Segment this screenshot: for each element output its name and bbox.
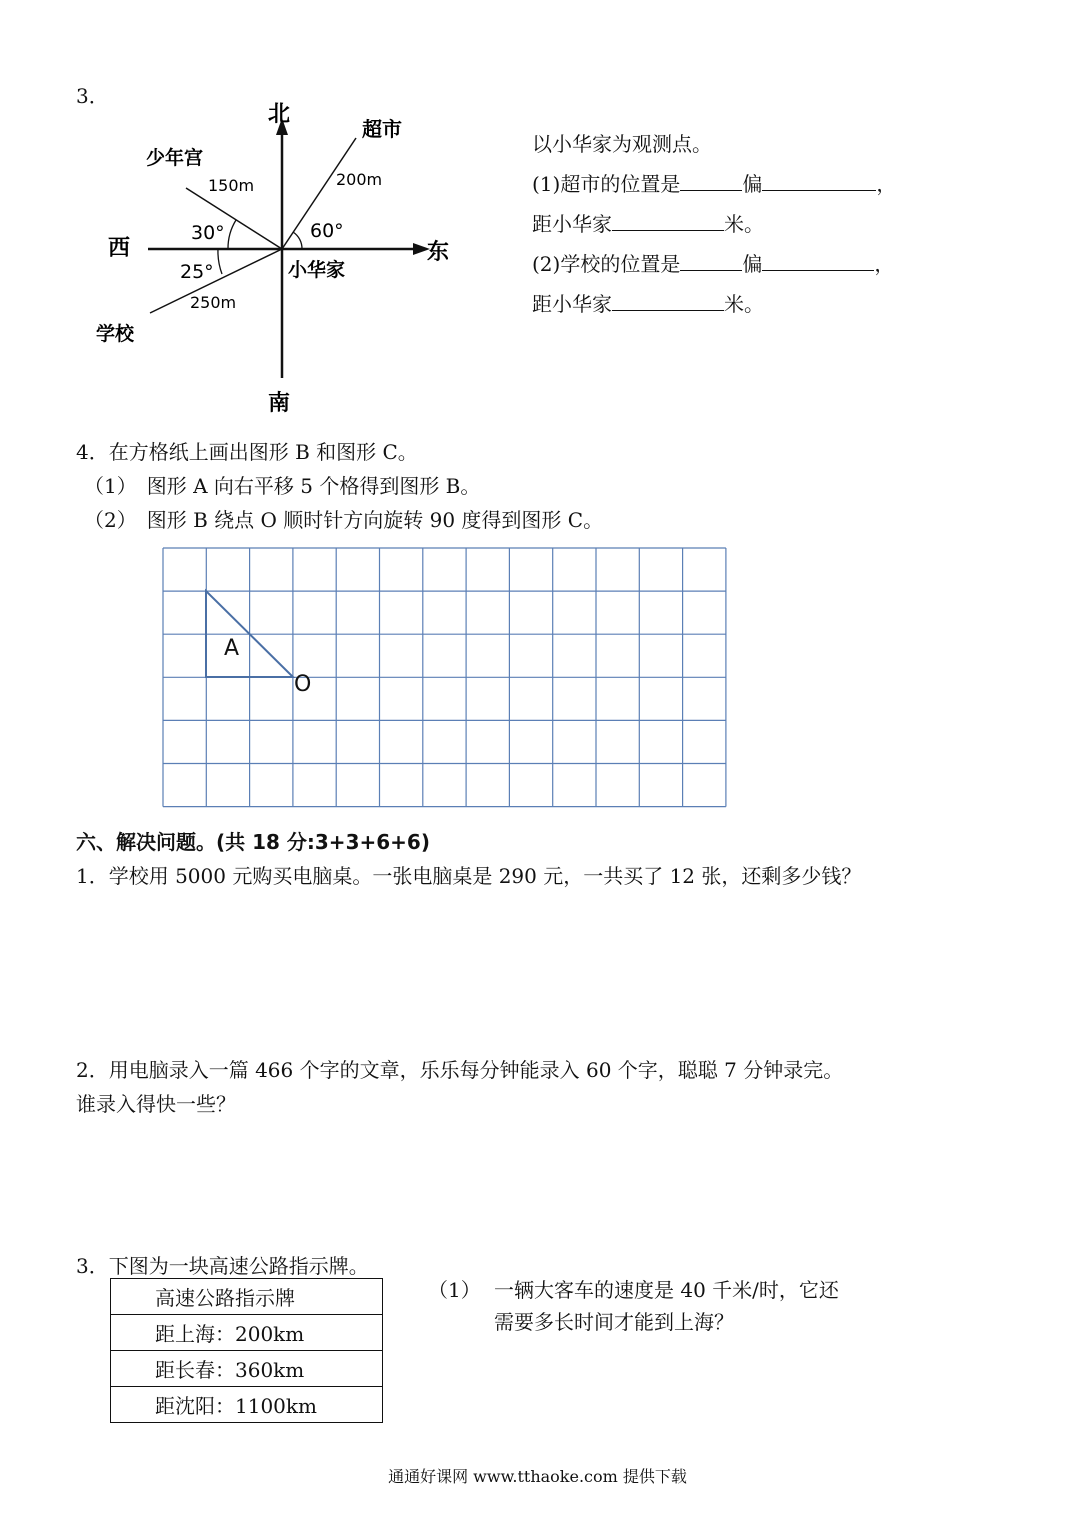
supermarket-distance: 200m <box>336 170 383 189</box>
answer-blank[interactable] <box>762 252 874 271</box>
angle-arc-25 <box>218 249 222 274</box>
problem-2-line2: 谁录入得快一些？ <box>76 1092 236 1116</box>
angle-label-30: 30° <box>191 222 225 244</box>
q4-title: 4．在方格纸上画出图形 B 和图形 C。 <box>76 440 418 464</box>
q3-sub2-text-a: (2)学校的位置是 <box>532 252 681 276</box>
q3-sub2-text-e: 米。 <box>724 292 764 316</box>
q3-sub1-line2 <box>532 208 764 237</box>
youth-palace-distance: 150m <box>208 176 255 195</box>
q3-sub1-text-c: ， <box>876 172 897 196</box>
answer-blank[interactable] <box>680 172 742 191</box>
problem-1: 1．学校用 5000 元购买电脑桌。一张电脑桌是 290 元，一共买了 12 张，还剩多少钱？ <box>76 864 862 888</box>
q3-sub1-text-e: 米。 <box>724 212 764 236</box>
problem-3-sub-line2: 需要多长时间才能到上海？ <box>494 1310 734 1334</box>
question-number: 3． <box>76 84 109 108</box>
q3-sub1-text-a: (1)超市的位置是 <box>532 172 681 196</box>
q3-intro: 以小华家为观测点。 <box>532 132 712 156</box>
south-label: 南 <box>268 391 291 416</box>
answer-blank[interactable] <box>762 172 876 191</box>
grid-paper[interactable] <box>160 545 730 810</box>
east-label: 东 <box>427 240 450 265</box>
angle-label-60: 60° <box>310 220 344 242</box>
point-o-label: O <box>294 672 312 697</box>
sign-row: 距沈阳：1100km <box>111 1387 383 1423</box>
school-distance: 250m <box>190 293 237 312</box>
problem-3-title: 3．下图为一块高速公路指示牌。 <box>76 1254 369 1278</box>
home-label: 小华家 <box>288 259 346 281</box>
q3-sub1-line1 <box>532 168 896 197</box>
north-label: 北 <box>268 102 291 127</box>
q3-sub1-text-b: 偏 <box>742 172 763 196</box>
sign-row: 距长春：360km <box>111 1351 383 1387</box>
q4-sub2: （2） 图形 B 绕点 O 顺时针方向旋转 90 度得到图形 C。 <box>84 508 604 532</box>
highway-sign <box>110 1278 383 1423</box>
answer-blank[interactable] <box>612 212 724 231</box>
school-label: 学校 <box>96 323 135 345</box>
q3-sub2-text-c: ， <box>874 252 895 276</box>
angle-arc-60 <box>293 232 302 249</box>
q3-sub1-text-d: 距小华家 <box>532 212 612 236</box>
q3-sub2-text-d: 距小华家 <box>532 292 612 316</box>
problem-2-line1: 2．用电脑录入一篇 466 个字的文章，乐乐每分钟能录入 60 个字，聪聪 7 分钟录完。 <box>76 1058 844 1082</box>
q4-sub1: （1） 图形 A 向右平移 5 个格得到图形 B。 <box>84 474 481 498</box>
angle-label-25: 25° <box>180 261 214 283</box>
angle-arc-30 <box>228 220 236 249</box>
west-label: 西 <box>108 236 131 261</box>
answer-blank[interactable] <box>680 252 742 271</box>
q3-sub2-text-b: 偏 <box>742 252 763 276</box>
q3-sub2-line2 <box>532 288 764 317</box>
problem-3-sub-number: （1） <box>428 1278 481 1302</box>
shape-a-label: A <box>224 636 240 661</box>
sign-row: 距上海：200km <box>111 1315 383 1351</box>
footer: 通通好课网 www.tthaoke.com 提供下载 <box>388 1467 687 1486</box>
problem-3-sub-line1: 一辆大客车的速度是 40 千米/时，它还 <box>494 1278 839 1302</box>
section-heading: 六、解决问题。(共 18 分:3+3+6+6) <box>76 830 430 854</box>
sign-row: 高速公路指示牌 <box>111 1279 383 1315</box>
youth-palace-label: 少年宫 <box>146 147 204 169</box>
answer-blank[interactable] <box>612 292 724 311</box>
q3-sub2-line1 <box>532 248 894 277</box>
compass-diagram <box>0 0 520 430</box>
supermarket-label: 超市 <box>362 117 402 141</box>
